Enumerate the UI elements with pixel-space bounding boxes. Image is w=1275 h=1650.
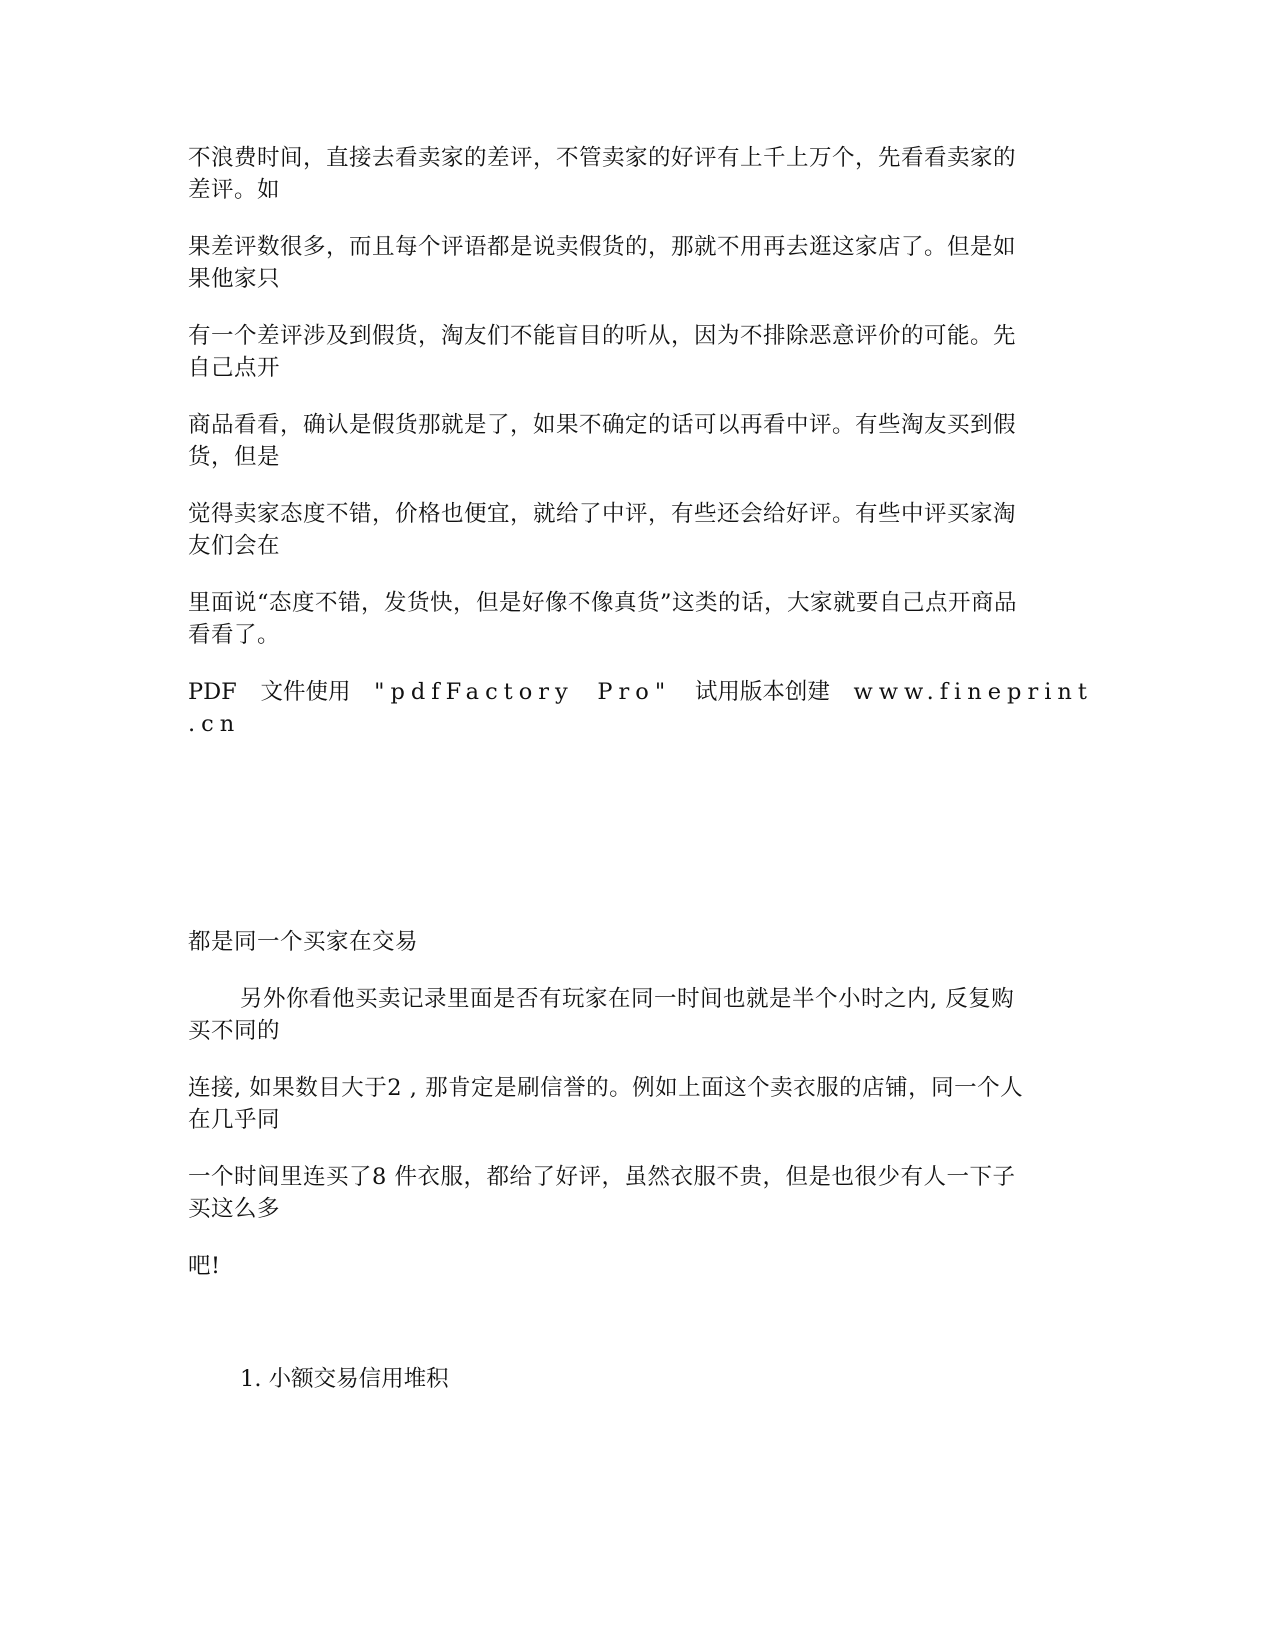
footer-pro: Pro" — [597, 679, 672, 705]
section-2-paragraph-2-line-1: 连接, 如果数目大于2 , 那肯定是刷信誉的。例如上面这个卖衣服的店铺，同一个人 — [188, 1075, 1024, 1101]
paragraph-4-line-1: 商品看看，确认是假货那就是了，如果不确定的话可以再看中评。有些淘友买到假 — [188, 412, 1017, 438]
footer-shiyong: 试用版本创建 — [694, 679, 830, 705]
section-2-paragraph-2-line-2: 在几乎同 — [188, 1107, 281, 1133]
pdf-creator-notice — [188, 676, 1093, 708]
paragraph-6-line-2: 看看了。 — [188, 622, 281, 648]
section-2-paragraph-3-line-1: 一个时间里连买了8 件衣服，都给了好评，虽然衣服不贵，但是也很少有人一下子 — [188, 1164, 1016, 1190]
paragraph-4-line-2: 货，但是 — [188, 444, 281, 470]
section-2-top-line: 都是同一个买家在交易 — [188, 929, 419, 955]
footer-factory: "pdfFactory — [374, 679, 574, 705]
section-2-paragraph-2 — [188, 1072, 1093, 1136]
paragraph-2-line-1: 果差评数很多，而且每个评语都是说卖假货的，那就不用再去逛这家店了。但是如 — [188, 234, 1017, 260]
paragraph-1-line-2: 差评。如 — [188, 177, 281, 203]
section-2-paragraph-1-line-2: 买不同的 — [188, 1018, 281, 1044]
paragraph-6-line-1: 里面说“态度不错，发货快，但是好像不像真货”这类的话，大家就要自己点开商品 — [188, 590, 1018, 616]
paragraph-1 — [188, 142, 1093, 206]
paragraph-6 — [188, 587, 1093, 651]
paragraph-4 — [188, 409, 1093, 473]
paragraph-5-line-1: 觉得卖家态度不错，价格也便宜，就给了中评，有些还会给好评。有些中评买家淘 — [188, 501, 1017, 527]
section-2-paragraph-1 — [188, 983, 1093, 1047]
paragraph-1-line-1: 不浪费时间，直接去看卖家的差评，不管卖家的好评有上千上万个，先看看卖家的 — [188, 145, 1017, 171]
paragraph-2-line-2: 果他家只 — [188, 266, 281, 292]
footer-wenjian: 文件使用 — [260, 679, 351, 705]
paragraph-2 — [188, 231, 1093, 295]
section-2-paragraph-1-line-1: 另外你看他买卖记录里面是否有玩家在同一时间也就是半个小时之内, 反复购 — [240, 986, 1015, 1012]
paragraph-3 — [188, 320, 1093, 384]
section-heading: 1. 小额交易信用堆积 — [240, 1366, 449, 1392]
paragraph-3-line-1: 有一个差评涉及到假货，淘友们不能盲目的听从，因为不排除恶意评价的可能。先 — [188, 323, 1017, 349]
section-2-paragraph-3-line-2: 买这么多 — [188, 1196, 281, 1222]
section-2-paragraph-3 — [188, 1161, 1093, 1225]
paragraph-3-line-2: 自己点开 — [188, 355, 281, 381]
footer-cn: .cn — [188, 711, 241, 737]
paragraph-5-line-2: 友们会在 — [188, 533, 281, 559]
footer-www: www.fineprint — [853, 679, 1093, 705]
paragraph-5 — [188, 498, 1093, 562]
section-2-paragraph-4: 吧! — [188, 1253, 221, 1279]
footer-pdf: PDF — [188, 679, 237, 705]
